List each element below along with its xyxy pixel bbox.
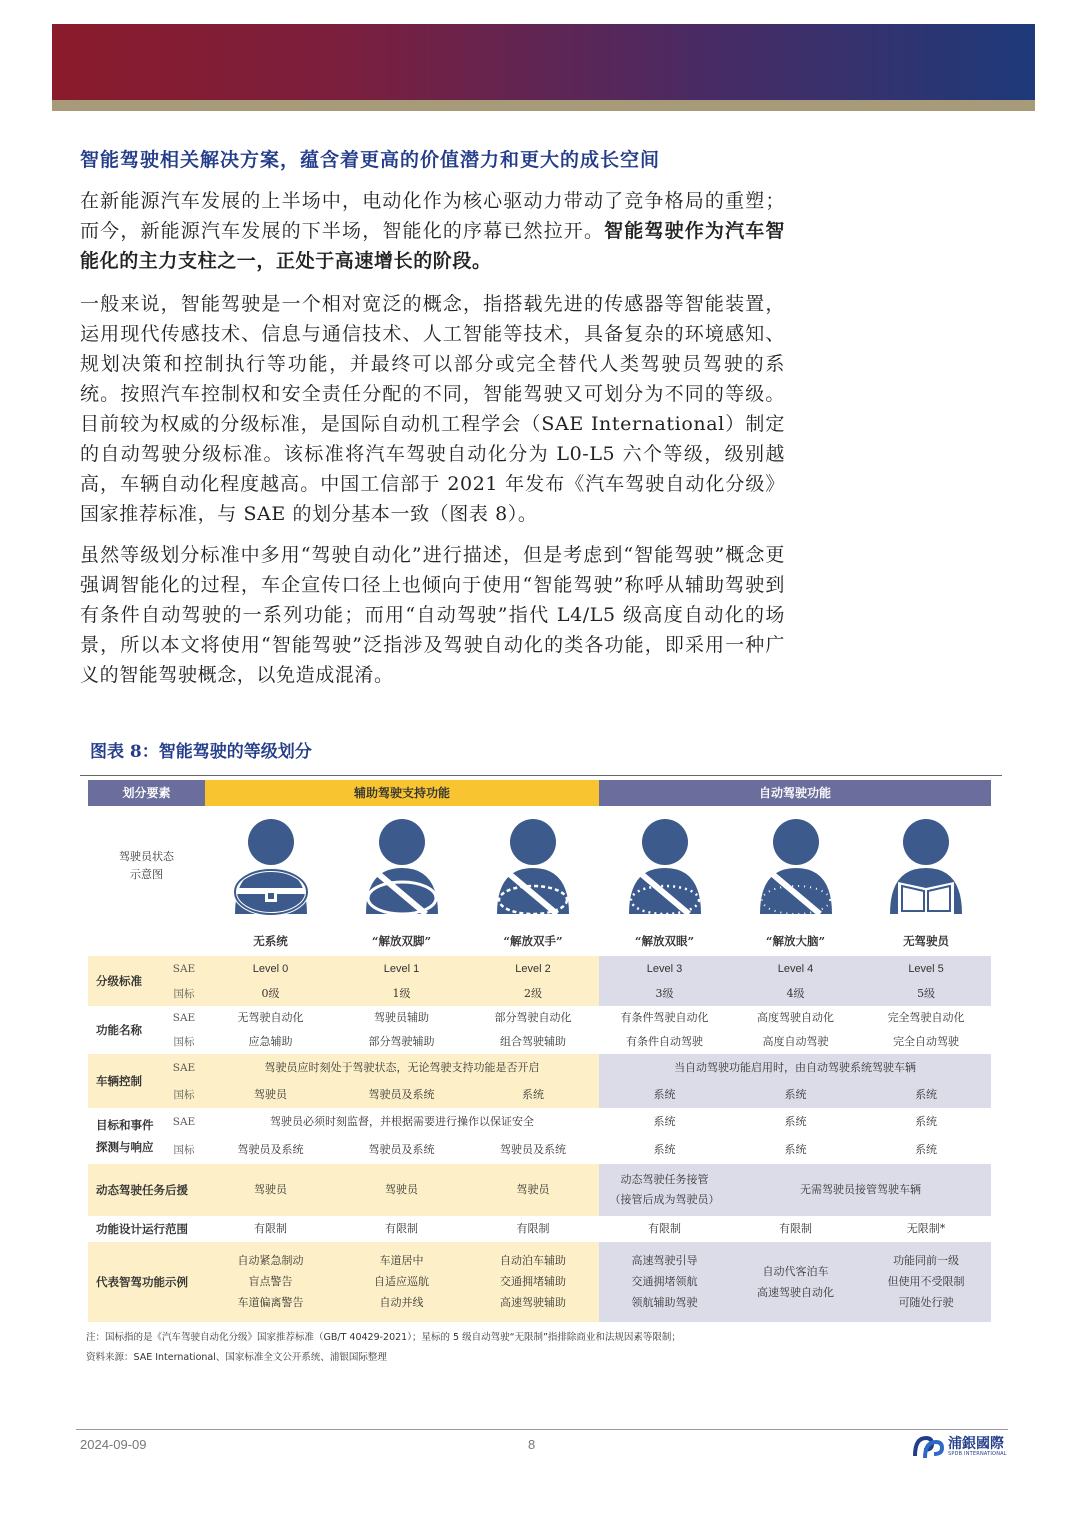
table-cell: 驾驶员及系统 bbox=[500, 1143, 567, 1156]
table-cell: 2级 bbox=[467, 981, 599, 1006]
table-cell: Level 1 bbox=[336, 956, 467, 981]
paragraph-3: 虽然等级划分标准中多用“驾驶自动化”进行描述，但是考虑到“智能驾驶”概念更强调智能化的过程，车企宣传口径上也倾向于使用“智能驾驶”称呼从辅助驾驶到有条件自动驾驶的一系列功能；而用“自动驾驶”指代 L4/L5 级高度自动化的场景，所以本文将使用“智能驾驶”泛指涉及驾驶自动化的类各功能，即采用一种广义的智能驾驶概念，以免造成混淆。 bbox=[80, 544, 785, 686]
function-name-row-gb bbox=[88, 1030, 991, 1054]
header-assist: 辅助驾驶支持功能 bbox=[205, 780, 599, 806]
table-cell: 系统 bbox=[730, 1081, 861, 1108]
sae-label: SAE bbox=[163, 956, 205, 981]
row-label-detection bbox=[88, 1108, 163, 1164]
table-cell: 系统 bbox=[467, 1081, 599, 1108]
example-item: 高速驾驶引导 bbox=[631, 1254, 698, 1267]
function-name-row-sae bbox=[88, 1006, 991, 1030]
table-cell: 驾驶员及系统 bbox=[368, 1143, 435, 1156]
example-item: 车道居中 bbox=[379, 1254, 424, 1267]
table-cell: 有限制 bbox=[385, 1222, 419, 1235]
table-cell: 部分驾驶辅助 bbox=[368, 1035, 435, 1048]
icon-cell bbox=[467, 806, 599, 926]
table-cell: 有条件驾驶自动化 bbox=[620, 1011, 709, 1024]
table-cell: 高度自动驾驶 bbox=[762, 1035, 829, 1048]
sae-label: SAE bbox=[172, 1012, 196, 1024]
table-cell: Level 3 bbox=[599, 956, 730, 981]
table-cell bbox=[861, 1242, 991, 1322]
grading-row-gb bbox=[88, 981, 991, 1006]
company-logo bbox=[912, 1432, 1012, 1462]
sae-label: SAE bbox=[172, 1116, 196, 1128]
paragraph-1 bbox=[80, 186, 785, 276]
table-cell: 应急辅助 bbox=[248, 1035, 293, 1048]
gb-label: 国标 bbox=[173, 1144, 195, 1156]
table-cell: 4级 bbox=[730, 981, 861, 1006]
row-label-odd: 功能设计运行范围 bbox=[88, 1216, 205, 1242]
level-name: 无系统 bbox=[253, 934, 288, 948]
table-cell: 系统 bbox=[915, 1143, 938, 1156]
example-item: 交通拥堵领航 bbox=[631, 1275, 698, 1288]
fallback-l3-line2: （接管后成为驾驶员） bbox=[609, 1193, 720, 1206]
icon-cell bbox=[336, 806, 467, 926]
table-cell: 有条件自动驾驶 bbox=[626, 1035, 704, 1048]
section-heading: 智能驾驶相关解决方案，蕴含着更高的价值潜力和更大的成长空间 bbox=[80, 149, 661, 171]
level-name: “解放双手” bbox=[503, 934, 563, 948]
table-cell: 有限制 bbox=[648, 1222, 682, 1235]
table-cell: 3级 bbox=[599, 981, 730, 1006]
example-item: 自动并线 bbox=[379, 1296, 424, 1309]
table-cell: 驾驶员及系统 bbox=[336, 1081, 467, 1108]
icon-cell bbox=[861, 806, 991, 926]
paragraph-2: 一般来说，智能驾驶是一个相对宽泛的概念，指搭载先进的传感器等智能装置，运用现代传感技术、信息与通信技术、人工智能等技术，具备复杂的环境感知、规划决策和控制执行等功能，并最终可以部分或完全替代人类驾驶员驾驶的系统。按照汽车控制权和安全责任分配的不同，智能驾驶又可划分为不同的等级。目前较为权威的分级标准，是国际自动机工程学会（SAE International）制定的自动驾驶分级标准。该标准将汽车驾驶自动化分为 L0-L5 六个等级，级别越高，车辆自动化程度越高。中国工信部于 2021 年发布《汽车驾驶自动化分级》国家推荐标准，与 SAE 的划分基本一致（图表 8）。 bbox=[80, 293, 785, 525]
level-name: “解放双脚” bbox=[371, 934, 432, 948]
header-stripe bbox=[52, 100, 1035, 111]
example-item: 高速驾驶辅助 bbox=[500, 1296, 567, 1309]
passenger-reading-icon bbox=[886, 816, 966, 916]
table-cell: 完全驾驶自动化 bbox=[887, 1011, 965, 1024]
grading-row-sae bbox=[88, 956, 991, 981]
driver-eyes-free-icon bbox=[625, 816, 705, 916]
table-cell: 1级 bbox=[336, 981, 467, 1006]
table-cell: 有限制 bbox=[516, 1222, 550, 1235]
detection-row-sae bbox=[88, 1108, 991, 1136]
row-label-detection-line1: 目标和事件 bbox=[96, 1118, 154, 1132]
table-cell: Level 5 bbox=[861, 956, 991, 981]
examples-row bbox=[88, 1242, 991, 1322]
driver-mind-free-icon bbox=[756, 816, 836, 916]
example-item: 车道偏离警告 bbox=[237, 1296, 304, 1309]
figure-note: 注：国标指的是《汽车驾驶自动化分级》国家推荐标准（GB/T 40429-2021）；星标的 5 级自动驾驶“无限制”指排除商业和法规因素等限制； bbox=[86, 1332, 681, 1343]
table-cell: 当自动驾驶功能启用时，由自动驾驶系统驾驶车辆 bbox=[599, 1054, 991, 1081]
table-cell bbox=[730, 1242, 861, 1322]
logo-name: 浦銀國際 bbox=[948, 1436, 1004, 1452]
header-key: 划分要素 bbox=[88, 780, 205, 806]
example-item: 盲点警告 bbox=[248, 1275, 293, 1288]
header-auto: 自动驾驶功能 bbox=[599, 780, 991, 806]
table-cell: 5级 bbox=[861, 981, 991, 1006]
icon-row bbox=[88, 806, 991, 926]
example-item: 自动泊车辅助 bbox=[500, 1254, 567, 1267]
table-cell: 系统 bbox=[861, 1081, 991, 1108]
vehicle-control-row-gb bbox=[88, 1081, 991, 1108]
table-cell: 系统 bbox=[653, 1143, 676, 1156]
table-cell: 系统 bbox=[784, 1115, 807, 1128]
fallback-l3-line1: 动态驾驶任务接管 bbox=[620, 1173, 709, 1186]
gb-label: 国标 bbox=[163, 981, 205, 1006]
levels-table bbox=[88, 780, 991, 1322]
icon-row-label bbox=[88, 806, 205, 926]
table-cell: 0级 bbox=[205, 981, 336, 1006]
figure-rule bbox=[80, 775, 1002, 776]
table-cell: 系统 bbox=[784, 1143, 807, 1156]
row-label-examples: 代表智驾功能示例 bbox=[88, 1242, 205, 1322]
example-item: 自动代客泊车 bbox=[762, 1264, 829, 1278]
table-cell: 部分驾驶自动化 bbox=[494, 1011, 572, 1024]
icon-cell bbox=[599, 806, 730, 926]
example-item: 但使用不受限制 bbox=[887, 1275, 965, 1288]
table-cell bbox=[205, 1242, 336, 1322]
table-cell: 驾驶员 bbox=[205, 1164, 336, 1216]
logo-mark-icon bbox=[912, 1432, 944, 1460]
table-cell: 驾驶员必须时刻监督，并根据需要进行操作以保证安全 bbox=[270, 1115, 535, 1128]
empty-cell bbox=[88, 926, 205, 956]
table-cell: Level 0 bbox=[205, 956, 336, 981]
driver-feet-free-icon bbox=[362, 816, 442, 916]
table-cell: 驾驶员应时刻处于驾驶状态，无论驾驶支持功能是否开启 bbox=[205, 1054, 599, 1081]
table-cell: 驾驶员及系统 bbox=[237, 1143, 304, 1156]
table-cell: 驾驶员 bbox=[336, 1164, 467, 1216]
gb-label: 国标 bbox=[173, 1036, 195, 1048]
row-label-detection-line2: 探测与响应 bbox=[96, 1140, 154, 1154]
table-cell bbox=[336, 1242, 467, 1322]
gb-label: 国标 bbox=[163, 1081, 205, 1108]
footer-date: 2024-09-09 bbox=[80, 1437, 147, 1452]
level-name: 无驾驶员 bbox=[903, 934, 950, 948]
level-name: “解放大脑” bbox=[765, 934, 826, 948]
example-item: 交通拥堵辅助 bbox=[500, 1275, 567, 1288]
sae-label: SAE bbox=[163, 1054, 205, 1081]
odd-row bbox=[88, 1216, 991, 1242]
example-item: 高速驾驶自动化 bbox=[757, 1285, 835, 1299]
table-cell: 完全自动驾驶 bbox=[893, 1035, 960, 1048]
table-cell: 高度驾驶自动化 bbox=[757, 1011, 835, 1024]
header-banner bbox=[52, 24, 1035, 100]
paragraph-1-text: 在新能源汽车发展的上半场中，电动化作为核心驱动力带动了竞争格局的重塑；而今，新能源汽车发展的下半场，智能化的序幕已然拉开。 bbox=[80, 190, 785, 242]
driver-hands-free-icon bbox=[493, 816, 573, 916]
paragraph-1-bold: 智能驾驶作为汽车智能化的主力支柱之一，正处于高速增长的阶段。 bbox=[80, 220, 785, 272]
row-label-function-name: 功能名称 bbox=[88, 1006, 163, 1054]
table-cell: 无需驾驶员接管驾驶车辆 bbox=[730, 1164, 991, 1216]
example-item: 自动紧急制动 bbox=[237, 1254, 304, 1267]
table-cell: 有限制 bbox=[254, 1222, 288, 1235]
example-item: 领航辅助驾驶 bbox=[631, 1296, 698, 1309]
row-label-grading: 分级标准 bbox=[88, 956, 163, 1006]
table-cell: Level 4 bbox=[730, 956, 861, 981]
table-cell: 驾驶员 bbox=[467, 1164, 599, 1216]
row-label-vehicle-control: 车辆控制 bbox=[88, 1054, 163, 1108]
table-cell: 驾驶员 bbox=[205, 1081, 336, 1108]
table-cell: 系统 bbox=[599, 1081, 730, 1108]
icon-row-label-line1: 驾驶员状态 bbox=[119, 850, 174, 863]
row-label-fallback: 动态驾驶任务后援 bbox=[88, 1164, 205, 1216]
table-cell: 系统 bbox=[915, 1115, 938, 1128]
level-names-row bbox=[88, 926, 991, 956]
vehicle-control-row-sae bbox=[88, 1054, 991, 1081]
detection-row-gb bbox=[88, 1136, 991, 1164]
example-item: 自适应巡航 bbox=[374, 1275, 430, 1288]
table-cell: 系统 bbox=[653, 1115, 676, 1128]
table-header-row bbox=[88, 780, 991, 806]
page-number: 8 bbox=[528, 1437, 536, 1452]
figure-title: 图表 8：智能驾驶的等级划分 bbox=[90, 742, 312, 762]
table-cell: 无驾驶自动化 bbox=[237, 1011, 304, 1024]
icon-cell bbox=[730, 806, 861, 926]
table-cell: 组合驾驶辅助 bbox=[500, 1035, 567, 1048]
table-cell bbox=[599, 1242, 730, 1322]
footer-rule bbox=[76, 1429, 1008, 1430]
icon-row-label-line2: 示意图 bbox=[130, 868, 163, 881]
table-cell: 无限制* bbox=[906, 1222, 946, 1235]
table-cell bbox=[467, 1242, 599, 1322]
steering-wheel-icon bbox=[231, 816, 311, 916]
example-item: 可随处行驶 bbox=[898, 1296, 954, 1309]
level-name: “解放双眼” bbox=[634, 934, 695, 948]
logo-subtitle: SPDB INTERNATIONAL bbox=[948, 1451, 1007, 1457]
icon-cell bbox=[205, 806, 336, 926]
table-cell: 有限制 bbox=[779, 1222, 813, 1235]
figure-source: 资料来源：SAE International、国家标准全文公开系统、浦银国际整理 bbox=[86, 1352, 387, 1363]
fallback-row bbox=[88, 1164, 991, 1216]
example-item: 功能同前一级 bbox=[893, 1254, 960, 1267]
table-cell: 驾驶员辅助 bbox=[374, 1011, 430, 1024]
table-cell: Level 2 bbox=[467, 956, 599, 981]
table-cell bbox=[599, 1164, 730, 1216]
